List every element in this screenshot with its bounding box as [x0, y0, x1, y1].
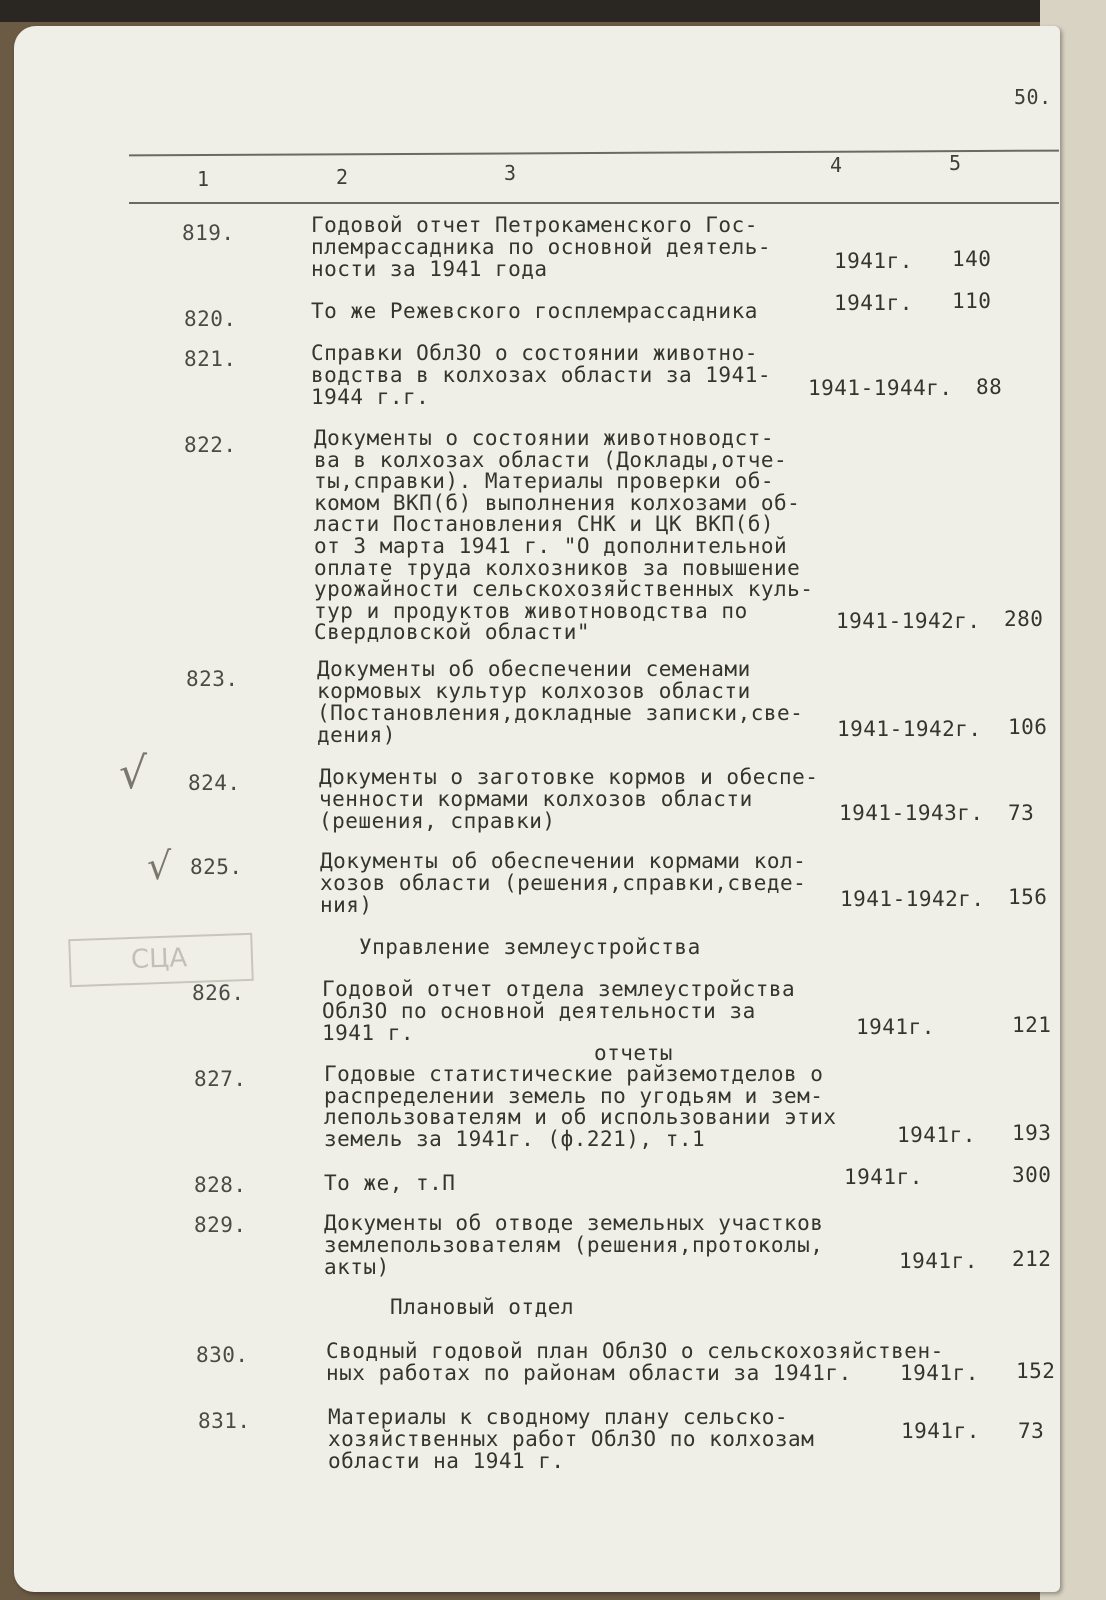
entry-sheet-count: 140 [952, 247, 992, 271]
entry-number: 820. [184, 307, 237, 331]
column-header-3: 3 [504, 161, 517, 185]
section-heading-planning: Плановый отдел [390, 1295, 575, 1319]
binder-edge [0, 0, 1106, 22]
entry-number: 829. [194, 1213, 247, 1237]
column-header-2: 2 [336, 165, 349, 189]
faded-archive-stamp: СЦА [68, 933, 254, 987]
entry-description: То же, т.П [324, 1171, 456, 1195]
entry-sheet-count: 152 [1016, 1359, 1056, 1383]
entry-sheet-count: 110 [952, 289, 992, 313]
section-heading-land-management: Управление землеустройства [359, 935, 701, 959]
entry-years: 1941г. [834, 249, 913, 273]
entry-number: 823. [186, 667, 239, 691]
entry-number: 821. [184, 347, 237, 371]
entry-description: Документы об обеспечении кормами кол- хозов области (решения,справки,сведе- ния) [320, 849, 807, 917]
entry-years: 1941-1942г. [837, 717, 982, 741]
check-mark-icon: √ [147, 844, 172, 888]
entry-years: 1941-1943г. [839, 801, 984, 825]
entry-sheet-count: 88 [976, 375, 1003, 399]
entry-number: 825. [190, 855, 243, 879]
column-header-1: 1 [197, 167, 210, 191]
entry-number: 824. [188, 771, 241, 795]
entry-number: 819. [182, 221, 235, 245]
entry-number: 831. [198, 1409, 251, 1433]
entry-description: Справки ОблЗО о состоянии животно- водства в колхозах области за 1941- 1944 г.г. [311, 341, 772, 409]
entry-years: 1941г. [900, 1361, 979, 1385]
entry-years: 1941г. [834, 291, 913, 315]
entry-years: 1941г. [899, 1249, 978, 1273]
entry-sheet-count: 73 [1018, 1419, 1045, 1443]
entry-description: Годовые статистические райземотделов о распределении земель по угодьям и зем- лепользователям и об использовании этих земель за 1941г. (ф.221), т.1 [324, 1062, 837, 1151]
entry-description: Документы об отводе земельных участков землепользователям (решения,протоколы, акты) [324, 1211, 824, 1279]
entry-description: То же Режевского госплемрассадника [311, 299, 758, 323]
entry-number: 828. [194, 1173, 247, 1197]
entry-years: 1941-1944г. [808, 376, 953, 400]
entry-description: Сводный годовой план ОблЗО о сельскохозяйствен- ных работах по районам области за 1941г. [326, 1339, 944, 1385]
entry-description: Документы об обеспечении семенами кормовых культур колхозов области (Постановления,докладные записки,све- дения) [317, 657, 804, 747]
entry-description: Годовой отчет Петрокаменского Гос- племрассадника по основной деятель- ности за 1941 года [311, 213, 772, 281]
entry-sheet-count: 280 [1004, 607, 1044, 631]
entry-years: 1941г. [901, 1419, 980, 1443]
header-bottom-rule [129, 202, 1059, 204]
check-mark-icon: √ [119, 748, 148, 799]
page-number: 50. [1014, 85, 1052, 109]
entry-description: Годовой отчет отдела землеустройства ОблЗО по основной деятельности за 1941 г. [322, 977, 796, 1045]
handwritten-insertion: отчеты [594, 1041, 673, 1065]
entry-years: 1941г. [856, 1015, 935, 1039]
entry-years: 1941-1942г. [840, 887, 985, 911]
column-header-5: 5 [949, 151, 962, 175]
entry-description: Материалы к сводному плану сельско- хозяйственных работ ОблЗО по колхозам области на 1941 г. [328, 1405, 815, 1473]
entry-sheet-count: 212 [1012, 1247, 1052, 1271]
entry-sheet-count: 300 [1012, 1163, 1052, 1187]
entry-years: 1941г. [897, 1123, 976, 1147]
entry-years: 1941г. [844, 1165, 923, 1189]
entry-number: 822. [184, 433, 237, 457]
header-top-rule [129, 150, 1059, 157]
entry-sheet-count: 73 [1008, 801, 1035, 825]
entry-sheet-count: 106 [1008, 715, 1048, 739]
entry-number: 830. [196, 1343, 249, 1367]
entry-sheet-count: 121 [1012, 1013, 1052, 1037]
entry-sheet-count: 193 [1012, 1121, 1052, 1145]
entry-sheet-count: 156 [1008, 885, 1048, 909]
entry-number: 827. [194, 1067, 247, 1091]
entry-description: Документы о заготовке кормов и обеспе- ченности кормами колхозов области (решения, справки) [319, 765, 819, 833]
archive-inventory-page [14, 26, 1060, 1592]
column-header-4: 4 [830, 153, 843, 177]
entry-years: 1941-1942г. [836, 609, 981, 633]
entry-number: 826. [192, 981, 245, 1005]
entry-description: Документы о состоянии животноводст- ва в колхозах области (Доклады,отче- ты,справки). Материалы проверки об- комом ВКП(б) выполнения колхозами об- ласти Постановления СНК и ЦК ВКП(б) от 3 марта 1941 г. "О дополнительной оплате труда колхозников за повышение урожайности сельскохозяйственных куль- тур и продуктов животноводства по Свердловской области" [314, 426, 814, 645]
